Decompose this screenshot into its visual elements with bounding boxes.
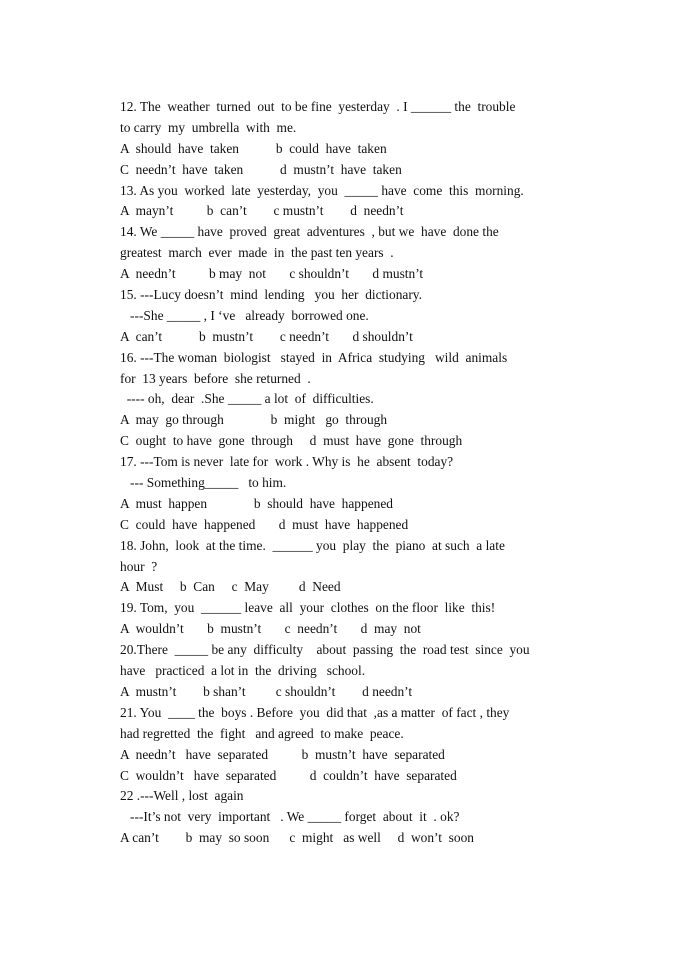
question-22-line-2: ---It’s not very important . We _____ forget about it . ok? <box>120 809 460 825</box>
question-17-line-2: --- Something_____ to him. <box>120 475 287 491</box>
question-12-line-1: 12. The weather turned out to be fine yesterday . I ______ the trouble <box>120 99 516 114</box>
question-15-line-2: ---She _____ , I ‘ve already borrowed one. <box>120 307 369 323</box>
question-21-options-ab: A needn’t have separated b mustn’t have separated <box>120 746 445 762</box>
question-13-line-1: 13. As you worked late yesterday, you _____ have come this morning. <box>120 182 524 198</box>
question-18-line-2: hour ? <box>120 558 158 574</box>
question-18-options: A Must b Can c May d Need <box>120 579 341 595</box>
question-21-options-cd: C wouldn’t have separated d couldn’t have separated <box>120 767 457 783</box>
question-17-options-ab: A must happen b should have happened <box>120 495 393 511</box>
question-13-options: A mayn’t b can’t c mustn’t d needn’t <box>120 203 404 219</box>
question-12-options-cd: C needn’t have taken d mustn’t have taken <box>120 161 402 177</box>
question-12-line-2: to carry my umbrella with me. <box>120 119 297 135</box>
question-15-options: A can’t b mustn’t c needn’t d shouldn’t <box>120 328 413 344</box>
question-20-options: A mustn’t b shan’t c shouldn’t d needn’t <box>120 683 413 699</box>
question-14-options: A needn’t b may not c shouldn’t d mustn’t <box>120 266 424 282</box>
question-21-line-2: had regretted the fight and agreed to make peace. <box>120 725 404 741</box>
question-18-line-1: 18. John, look at the time. ______ you play the piano at such a late <box>120 537 505 553</box>
question-16-line-1: 16. ---The woman biologist stayed in Africa studying wild animals <box>120 349 508 365</box>
question-19-line-1: 19. Tom, you ______ leave all your clothes on the floor like this! <box>120 600 496 616</box>
question-15-line-1: 15. ---Lucy doesn’t mind lending you her dictionary. <box>120 287 422 303</box>
question-19-options: A wouldn’t b mustn’t c needn’t d may not <box>120 621 421 637</box>
question-17-line-1: 17. ---Tom is never late for work . Why is he absent today? <box>120 454 454 470</box>
question-20-line-2: have practiced a lot in the driving school. <box>120 663 366 679</box>
question-14-line-1: 14. We _____ have proved great adventures , but we have done the <box>120 224 499 240</box>
exercise-text <box>120 97 570 849</box>
question-22-line-1: 22 .---Well , lost again <box>120 788 244 804</box>
question-12-options-ab: A should have taken b could have taken <box>120 140 387 156</box>
question-16-line-3: ---- oh, dear .She _____ a lot of difficulties. <box>120 391 374 407</box>
question-22-options: A can’t b may so soon c might as well d won’t soon <box>120 830 474 846</box>
question-20-line-1: 20.There _____ be any difficulty about passing the road test since you <box>120 642 530 658</box>
question-17-options-cd: C could have happened d must have happened <box>120 516 409 532</box>
question-16-options-cd: C ought to have gone through d must have gone through <box>120 433 463 449</box>
question-14-line-2: greatest march ever made in the past ten years . <box>120 245 394 261</box>
question-16-line-2: for 13 years before she returned . <box>120 370 311 386</box>
question-21-line-1: 21. You ____ the boys . Before you did that ,as a matter of fact , they <box>120 704 510 720</box>
question-16-options-ab: A may go through b might go through <box>120 412 388 428</box>
